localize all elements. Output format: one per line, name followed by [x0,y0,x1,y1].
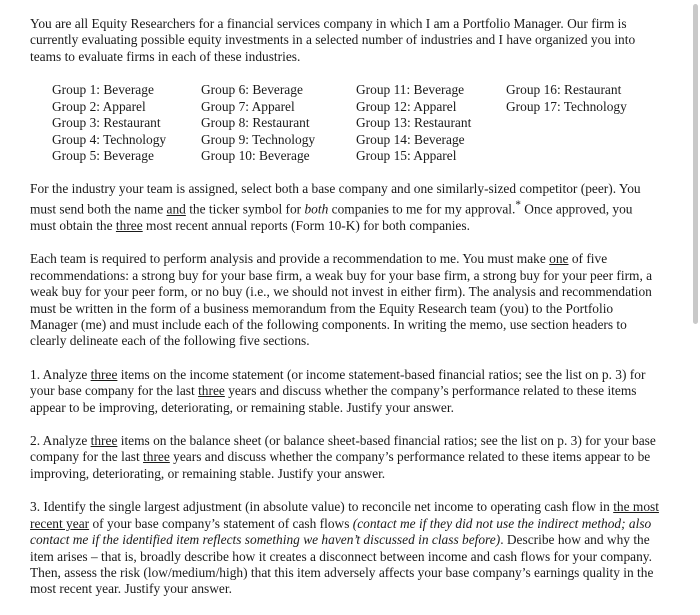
text-run: 1. Analyze [30,366,91,382]
group-entry: Group 9: Technology [201,131,316,147]
text-run: years and discuss whether the company’s performance related to these items appear to be improving, deteriorating, or remaining stable. Justify your answer. [30,383,637,415]
intro-paragraph: You are all Equity Researchers for a financial services company in which I am a Portfolio Manager. Our firm is currently evaluating possible equity investments in a selected number of industries and I have organized you into teams to evaluate firms in each of these industries. [30,16,636,64]
group-entry: Group 7: Apparel [201,98,295,114]
text-run: of your base company’s statement of cash flows [89,515,353,531]
text-run: items on the income statement (or income statement-based financial ratios; see the list on p. 3) for your base company for the last [30,366,646,399]
underlined-word: three [90,366,118,382]
text-run: Once approved, you must obtain the [30,201,633,233]
group-entry: Group 15: Apparel [356,148,457,164]
text-run: most recent annual reports (Form 10-K) for both companies. [142,218,470,233]
recommendation-paragraph [30,251,660,349]
underlined-word: three [90,433,118,449]
section-2-balance-sheet [30,433,660,482]
text-run: For the industry your team is assigned, select both a base company and one similarly-sized competitor (peer). You must send both the name [30,180,641,217]
vertical-scrollbar[interactable] [693,4,698,324]
underlined-word: three [115,218,143,233]
underlined-word: three [198,383,225,399]
group-entry: Group 4: Technology [52,131,167,147]
text-run: 2. Analyze [30,433,91,449]
text-run: of five recommendations: a strong buy for your base firm, a weak buy for your base firm, a strong buy for your peer firm, a weak buy for your peer form, or no buy (i.e., we should not invest in either firm). The analysis and recommendation must be written in the form of a business memorandum from the Equity Research team (you) to the Portfolio Manager (me) and must include each of the following components. In writing the memo, use section headers to clearly delineate each of the following five sections. [30,251,653,349]
group-entry: Group 8: Restaurant [201,115,310,131]
text-run: . Describe how and why the item arises – that is, broadly describe how it creates a disconnect between income and cash flows for your company. Then, assess the risk (low/medium/high) that this item adversely affects your base company’s earnings quality in the most recent year. Justify your answer. [30,532,654,597]
text-run: items on the balance sheet (or balance sheet-based financial ratios; see the list on p. 3) for your base company for the last [30,433,656,465]
text-run: years and discuss whether the company’s performance related to these items appear to be improving, deteriorating, or remaining stable. Justify your answer. [30,449,651,481]
group-entry: Group 2: Apparel [52,98,146,114]
text-run: the ticker symbol for [185,201,305,217]
group-column-1 [52,82,201,165]
group-column-4 [506,82,656,165]
group-column-2 [201,82,356,165]
group-entry: Group 13: Restaurant [356,115,472,131]
underlined-phrase: the most recent year [30,499,659,531]
document-page [30,16,660,615]
group-entry: Group 16: Restaurant [506,82,622,98]
section-3-cash-flows [30,499,660,597]
group-assignments [52,82,660,165]
text-run: 3. Identify the single largest adjustment (in absolute value) to reconcile net income to operating cash flow in [30,499,614,515]
section-1-income-statement [30,367,660,416]
group-entry: Group 17: Technology [506,98,627,114]
underlined-word: and [166,201,186,217]
group-entry: Group 14: Beverage [356,131,465,147]
selection-paragraph [30,181,660,235]
group-entry: Group 12: Apparel [356,98,457,114]
underlined-word: three [143,449,170,465]
group-entry: Group 5: Beverage [52,148,154,164]
group-entry: Group 10: Beverage [201,148,310,164]
footnote-marker: * [515,199,521,212]
italic-word: both [304,201,329,217]
underlined-word: one [549,251,569,267]
text-run: companies to me for my approval. [328,201,516,217]
text-run: Each team is required to perform analysis and provide a recommendation to me. You must make [30,251,550,267]
group-entry: Group 1: Beverage [52,82,154,98]
group-entry: Group 11: Beverage [356,82,465,98]
group-entry: Group 6: Beverage [201,82,303,98]
italic-phrase: (contact me if they did not use the indirect method; also contact me if the identified item reflects something we haven’t discussed in class before) [30,515,652,548]
group-entry: Group 3: Restaurant [52,115,161,131]
group-column-3 [356,82,506,165]
